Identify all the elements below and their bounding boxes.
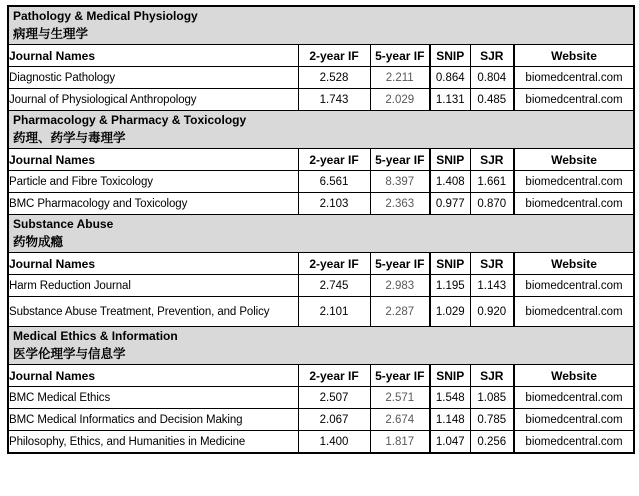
if2-value: 2.101 xyxy=(298,297,370,327)
col-header-snip: SNIP xyxy=(430,365,470,387)
journal-name: BMC Medical Informatics and Decision Making xyxy=(8,409,298,431)
snip-value: 1.548 xyxy=(430,387,470,409)
col-header-sjr: SJR xyxy=(470,365,514,387)
if5-value: 2.363 xyxy=(370,193,430,215)
sjr-value: 1.085 xyxy=(470,387,514,409)
col-header-website: Website xyxy=(514,45,634,67)
col-header-2year-if: 2-year IF xyxy=(298,45,370,67)
journal-metrics-table xyxy=(7,5,635,454)
if5-value: 2.571 xyxy=(370,387,430,409)
column-header-row xyxy=(8,365,634,387)
col-header-5year-if: 5-year IF xyxy=(370,149,430,171)
col-header-5year-if: 5-year IF xyxy=(370,45,430,67)
col-header-journal-names: Journal Names xyxy=(8,45,298,67)
website-value: biomedcentral.com xyxy=(514,89,634,111)
sjr-value: 1.143 xyxy=(470,275,514,297)
col-header-journal-names: Journal Names xyxy=(8,365,298,387)
sjr-value: 0.785 xyxy=(470,409,514,431)
section-title-zh: 医学伦理学与信息学 xyxy=(13,347,126,361)
website-value: biomedcentral.com xyxy=(514,275,634,297)
column-header-row xyxy=(8,149,634,171)
table-row xyxy=(8,193,634,215)
if5-value: 2.983 xyxy=(370,275,430,297)
sjr-value: 0.804 xyxy=(470,67,514,89)
website-value: biomedcentral.com xyxy=(514,409,634,431)
col-header-snip: SNIP xyxy=(430,149,470,171)
section-title-en: Medical Ethics & Information xyxy=(13,329,178,343)
col-header-5year-if: 5-year IF xyxy=(370,365,430,387)
table-row xyxy=(8,409,634,431)
if2-value: 2.528 xyxy=(298,67,370,89)
if5-value: 2.674 xyxy=(370,409,430,431)
col-header-website: Website xyxy=(514,365,634,387)
website-value: biomedcentral.com xyxy=(514,297,634,327)
journal-name: BMC Pharmacology and Toxicology xyxy=(8,193,298,215)
journal-name: Diagnostic Pathology xyxy=(8,67,298,89)
if2-value: 2.103 xyxy=(298,193,370,215)
if5-value: 2.029 xyxy=(370,89,430,111)
col-header-snip: SNIP xyxy=(430,253,470,275)
snip-value: 1.148 xyxy=(430,409,470,431)
col-header-2year-if: 2-year IF xyxy=(298,365,370,387)
snip-value: 1.408 xyxy=(430,171,470,193)
table-row xyxy=(8,297,634,327)
section-title-zh: 药物成瘾 xyxy=(13,235,64,249)
snip-value: 1.195 xyxy=(430,275,470,297)
journal-name: BMC Medical Ethics xyxy=(8,387,298,409)
sjr-value: 1.661 xyxy=(470,171,514,193)
section-header-pathology xyxy=(8,6,634,45)
col-header-2year-if: 2-year IF xyxy=(298,149,370,171)
journal-name: Philosophy, Ethics, and Humanities in Medicine xyxy=(8,431,298,454)
table-row xyxy=(8,89,634,111)
journal-name: Particle and Fibre Toxicology xyxy=(8,171,298,193)
sjr-value: 0.256 xyxy=(470,431,514,454)
col-header-2year-if: 2-year IF xyxy=(298,253,370,275)
if2-value: 2.745 xyxy=(298,275,370,297)
table-row xyxy=(8,171,634,193)
col-header-snip: SNIP xyxy=(430,45,470,67)
sjr-value: 0.485 xyxy=(470,89,514,111)
if5-value: 2.287 xyxy=(370,297,430,327)
sjr-value: 0.920 xyxy=(470,297,514,327)
website-value: biomedcentral.com xyxy=(514,193,634,215)
section-header-substance-abuse xyxy=(8,215,634,253)
section-title-zh: 病理与生理学 xyxy=(13,27,89,41)
journal-name: Substance Abuse Treatment, Prevention, and Policy xyxy=(8,297,298,327)
website-value: biomedcentral.com xyxy=(514,431,634,454)
snip-value: 0.864 xyxy=(430,67,470,89)
snip-value: 1.047 xyxy=(430,431,470,454)
section-header-medical-ethics xyxy=(8,327,634,365)
table-row xyxy=(8,431,634,454)
website-value: biomedcentral.com xyxy=(514,171,634,193)
journal-name: Journal of Physiological Anthropology xyxy=(8,89,298,111)
col-header-5year-if: 5-year IF xyxy=(370,253,430,275)
snip-value: 1.131 xyxy=(430,89,470,111)
if2-value: 6.561 xyxy=(298,171,370,193)
if5-value: 8.397 xyxy=(370,171,430,193)
if5-value: 1.817 xyxy=(370,431,430,454)
website-value: biomedcentral.com xyxy=(514,387,634,409)
table-row xyxy=(8,387,634,409)
table-row xyxy=(8,67,634,89)
col-header-website: Website xyxy=(514,253,634,275)
if2-value: 1.743 xyxy=(298,89,370,111)
table-row xyxy=(8,275,634,297)
col-header-journal-names: Journal Names xyxy=(8,253,298,275)
section-title-zh: 药理、药学与毒理学 xyxy=(13,131,126,145)
if5-value: 2.211 xyxy=(370,67,430,89)
snip-value: 1.029 xyxy=(430,297,470,327)
col-header-sjr: SJR xyxy=(470,45,514,67)
col-header-sjr: SJR xyxy=(470,253,514,275)
section-title-en: Pathology & Medical Physiology xyxy=(13,9,198,23)
col-header-website: Website xyxy=(514,149,634,171)
section-header-pharmacology xyxy=(8,111,634,149)
website-value: biomedcentral.com xyxy=(514,67,634,89)
section-title-en: Pharmacology & Pharmacy & Toxicology xyxy=(13,113,247,127)
col-header-sjr: SJR xyxy=(470,149,514,171)
sjr-value: 0.870 xyxy=(470,193,514,215)
column-header-row xyxy=(8,45,634,67)
if2-value: 2.507 xyxy=(298,387,370,409)
journal-name: Harm Reduction Journal xyxy=(8,275,298,297)
if2-value: 1.400 xyxy=(298,431,370,454)
snip-value: 0.977 xyxy=(430,193,470,215)
column-header-row xyxy=(8,253,634,275)
if2-value: 2.067 xyxy=(298,409,370,431)
col-header-journal-names: Journal Names xyxy=(8,149,298,171)
section-title-en: Substance Abuse xyxy=(13,217,114,231)
